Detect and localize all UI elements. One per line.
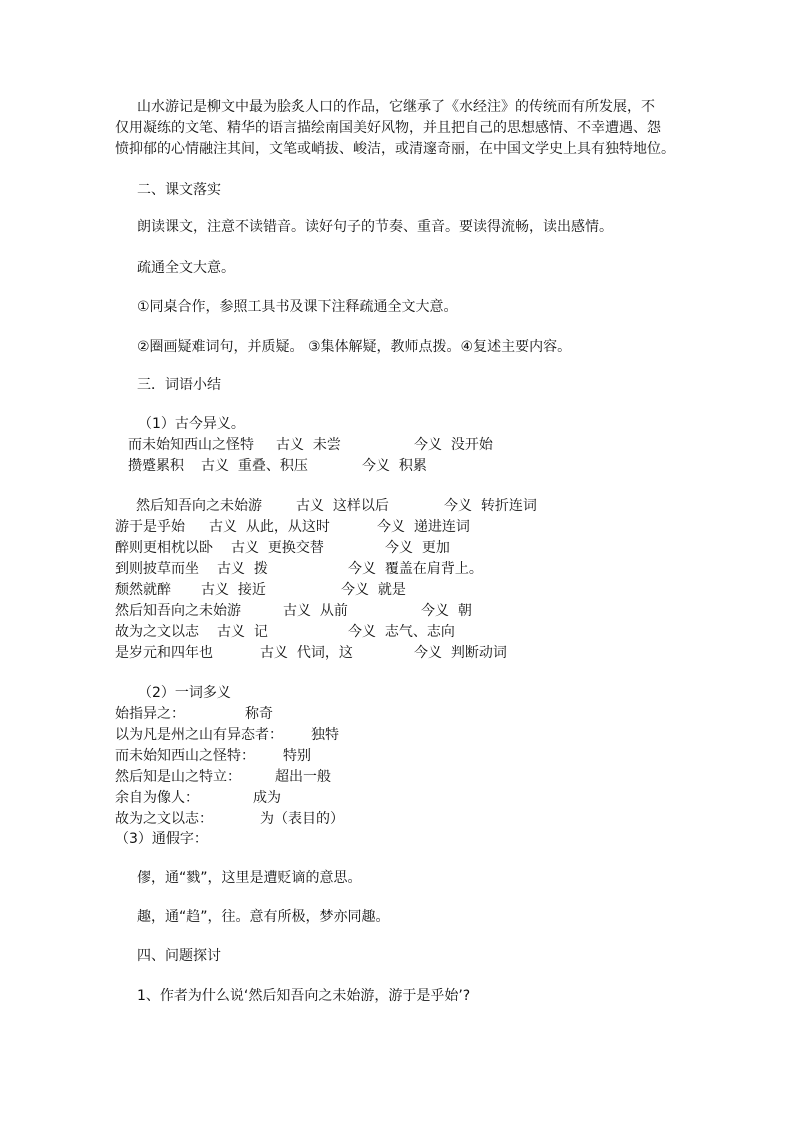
word-row-5-modern: 今义 更加 xyxy=(385,540,450,556)
polysemy-row-6-term: 故为之文以志： xyxy=(115,811,213,827)
polysemy-row-5-term: 余自为像人： xyxy=(115,790,199,806)
word-row-2-modern: 今义 积累 xyxy=(362,458,427,474)
word-row-6-term: 到则披草而坐 xyxy=(115,561,199,577)
section-3-heading: 三．词语小结 xyxy=(137,377,221,393)
polysemy-row-6-meaning: 为（表目的） xyxy=(260,811,344,827)
word-row-10-ancient: 古义 代词，这 xyxy=(260,645,353,661)
word-row-4-modern: 今义 递进连词 xyxy=(377,519,470,535)
word-row-5-ancient: 古义 更换交替 xyxy=(231,540,324,556)
subheading-loan-characters: （3）通假字： xyxy=(115,831,208,847)
word-row-4-term: 游于是乎始 xyxy=(115,519,185,535)
loan-character-1: 僇，通“戮”，这里是遭贬谪的意思。 xyxy=(137,870,362,886)
loan-character-2: 趣，通“趋”，往。意有所极，梦亦同趣。 xyxy=(137,909,390,925)
polysemy-row-2-meaning: 独特 xyxy=(311,727,339,743)
polysemy-row-5-meaning: 成为 xyxy=(253,790,281,806)
word-row-7-term: 颓然就醉 xyxy=(115,582,171,598)
paragraph-step-2: ②圈画疑难词句，并质疑。 ③集体解疑，教师点拨。④复述主要内容。 xyxy=(137,339,572,355)
paragraph-step-1: ①同桌合作，参照工具书及课下注释疏通全文大意。 xyxy=(137,299,458,315)
word-row-5-term: 醉则更相枕以卧 xyxy=(115,540,213,556)
polysemy-row-1-term: 始指异之： xyxy=(115,706,185,722)
word-row-6-modern: 今义 覆盖在肩背上。 xyxy=(348,561,483,577)
word-row-1-modern: 今义 没开始 xyxy=(414,437,493,453)
subheading-polysemy: （2）一词多义 xyxy=(138,685,231,701)
intro-line-1: 山水游记是柳文中最为脍炙人口的作品，它继承了《水经注》的传统而有所发展，不 xyxy=(137,99,655,115)
word-row-10-modern: 今义 判断动词 xyxy=(414,645,507,661)
paragraph-overview: 疏通全文大意。 xyxy=(137,260,235,276)
word-row-3-term: 然后知吾向之未始游 xyxy=(136,498,262,514)
section-2-heading: 二、课文落实 xyxy=(137,182,221,198)
question-1: 1、作者为什么说‘然后知吾向之未始游，游于是乎始’? xyxy=(137,988,471,1004)
polysemy-row-3-meaning: 特别 xyxy=(283,748,311,764)
word-row-2-ancient: 古义 重叠、积压 xyxy=(201,458,308,474)
word-row-9-term: 故为之文以志 xyxy=(115,624,199,640)
word-row-3-modern: 今义 转折连词 xyxy=(444,498,537,514)
word-row-4-ancient: 古义 从此，从这时 xyxy=(209,519,330,535)
word-row-2-term: 攒蹙累积 xyxy=(128,458,184,474)
polysemy-row-3-term: 而未始知西山之怪特： xyxy=(115,748,255,764)
word-row-7-modern: 今义 就是 xyxy=(341,582,406,598)
subheading-ancient-modern: （1）古今异义。 xyxy=(138,416,245,432)
polysemy-row-1-meaning: 称奇 xyxy=(245,706,273,722)
word-row-7-ancient: 古义 接近 xyxy=(201,582,266,598)
intro-line-2: 仅用凝练的文笔、精华的语言描绘南国美好风物，并且把自己的思想感情、不幸遭遇、怨 xyxy=(115,120,661,136)
word-row-3-ancient: 古义 这样以后 xyxy=(296,498,389,514)
paragraph-read-aloud: 朗读课文，注意不读错音。读好句子的节奏、重音。要读得流畅，读出感情。 xyxy=(137,219,613,235)
polysemy-row-2-term: 以为凡是州之山有异态者： xyxy=(115,727,283,743)
word-row-8-ancient: 古义 从前 xyxy=(283,603,348,619)
polysemy-row-4-term: 然后知是山之特立： xyxy=(115,769,241,785)
word-row-9-modern: 今义 志气、志向 xyxy=(348,624,455,640)
intro-line-3: 愤抑郁的心情融注其间，文笔或峭拔、峻洁，或清邃奇丽，在中国文学史上具有独特地位。 xyxy=(115,141,675,157)
word-row-8-modern: 今义 朝 xyxy=(421,603,472,619)
polysemy-row-4-meaning: 超出一般 xyxy=(275,769,331,785)
word-row-6-ancient: 古义 拨 xyxy=(217,561,268,577)
word-row-10-term: 是岁元和四年也 xyxy=(115,645,213,661)
word-row-1-term: 而未始知西山之怪特 xyxy=(128,437,254,453)
word-row-1-ancient: 古义 未尝 xyxy=(276,437,341,453)
word-row-9-ancient: 古义 记 xyxy=(217,624,268,640)
section-4-heading: 四、问题探讨 xyxy=(137,948,221,964)
word-row-8-term: 然后知吾向之未始游 xyxy=(115,603,241,619)
